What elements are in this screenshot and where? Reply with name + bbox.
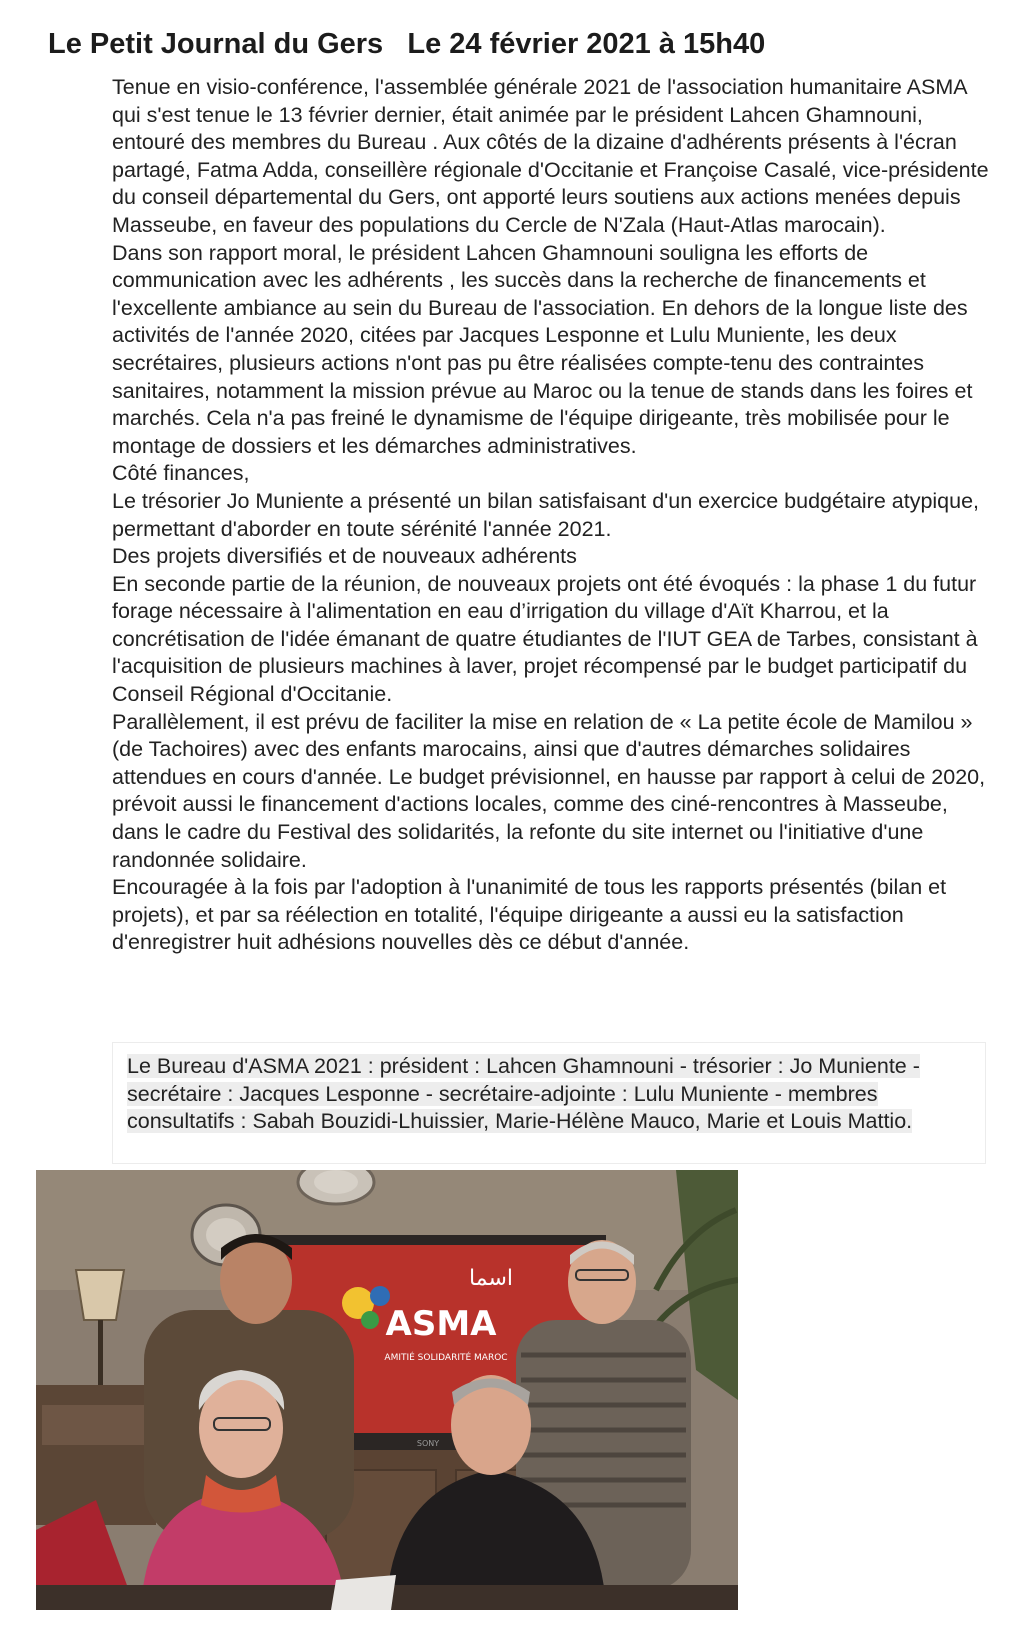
article-subheading: Des projets diversifiés et de nouveaux adhérents	[112, 544, 577, 569]
newspaper-header: Le Petit Journal du Gers Le 24 février 2021 à 15h40	[48, 28, 766, 60]
photo-caption	[127, 1053, 967, 1136]
article-paragraph: Tenue en visio-conférence, l'assemblée générale 2021 de l'association humanitaire ASMA qui s'est tenue le 13 février dernier, était animée par le président Lahcen Ghamnouni, entouré des membres du Bureau . Aux côtés de la dizaine d'adhérents présents à l'écran partagé, Fatma Adda, conseillère régionale d'Occitanie et Françoise Casalé, vice-présidente du conseil départemental du Gers, ont apporté leurs soutiens aux actions menées depuis Masseube, en faveur des populations du Cercle de N'Zala (Haut-Atlas marocain).	[112, 75, 989, 237]
screen-logo: ASMA	[385, 1304, 497, 1344]
tv-brand: SONY	[416, 1439, 440, 1448]
screen-arabic: اسما	[469, 1266, 513, 1291]
article-paragraph: Côté finances,	[112, 461, 250, 486]
article-paragraph: Le trésorier Jo Muniente a présenté un bilan satisfaisant d'un exercice budgétaire atypique, permettant d'aborder en toute sérénité l'année 2021.	[112, 488, 980, 541]
photo-caption-box	[112, 1042, 986, 1164]
article-paragraph: Dans son rapport moral, le président Lahcen Ghamnouni souligna les efforts de communication avec les adhérents , les succès dans la recherche de financements et l'excellente ambiance au sein du Bureau de l'association. En dehors de la longue liste des activités de l'année 2020, citées par Jacques Lesponne et Lulu Muniente, les deux secrétaires, plusieurs actions n'ont pas pu être réalisées compte-tenu des contraintes sanitaires, notamment la mission prévue au Maroc ou la tenue de stands dans les foires et marchés. Cela n'a pas freiné le dynamisme de l'équipe dirigeante, très mobilisée pour le montage de dossiers et les démarches administratives.	[112, 240, 973, 458]
article-paragraph: En seconde partie de la réunion, de nouveaux projets ont été évoqués : la phase 1 du futur forage nécessaire à l'alimentation en eau d’irrigation du village d'Aït Kharrou, et la concrétisation de l'idée émanant de quatre étudiantes de l'IUT GEA de Tarbes, consistant à l'acquisition de plusieurs machines à laver, projet récompensé par le budget participatif du Conseil Régional d'Occitanie.	[112, 571, 978, 707]
article-body	[112, 74, 992, 957]
photo-caption-text: Le Bureau d'ASMA 2021 : président : Lahcen Ghamnouni - trésorier : Jo Muniente - secrétaire : Jacques Lesponne - secrétaire-adjointe : Lulu Muniente - membres consultatifs : Sabah Bouzidi-Lhuissier, Marie-Hélène Mauco, Marie et Louis Mattio.	[127, 1054, 920, 1134]
group-photo	[36, 1170, 738, 1610]
screen-tagline: AMITIÉ SOLIDARITÉ MAROC	[384, 1353, 508, 1363]
article-paragraph: Parallèlement, il est prévu de faciliter la mise en relation de « La petite école de Mamilou » (de Tachoires) avec des enfants marocains, ainsi que d'autres démarches solidaires attendues en cours d'année. Le budget prévisionnel, en hausse par rapport à celui de 2020, prévoit aussi le financement d'actions locales, comme des ciné-rencontres à Masseube, dans le cadre du Festival des solidarités, la refonte du site internet ou l'initiative d'une randonnée solidaire.	[112, 709, 986, 872]
article-paragraph: Encouragée à la fois par l'adoption à l'unanimité de tous les rapports présentés (bilan et projets), et par sa réélection en totalité, l'équipe dirigeante a aussi eu la satisfaction d'enregistrer huit adhésions nouvelles dès ce début d'année.	[112, 875, 947, 955]
